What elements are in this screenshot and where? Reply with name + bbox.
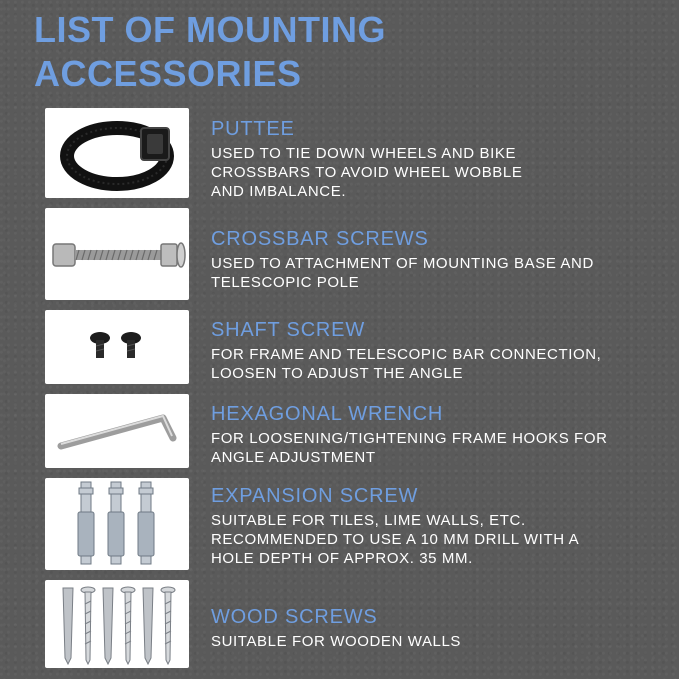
item-crossbar-screws — [211, 228, 671, 292]
puttee-strap-icon — [45, 108, 189, 198]
item-puttee — [211, 118, 671, 201]
item-title: PUTTEE — [211, 118, 295, 140]
item-title: WOOD SCREWS — [211, 606, 378, 628]
item-description: SUITABLE FOR TILES, LIME WALLS, ETC. RECOMMENDED TO USE A 10 MM DRILL WITH A HOLE DEPTH OF APPROX. 35 MM. — [211, 512, 580, 567]
item-title: HEXAGONAL WRENCH — [211, 403, 444, 425]
item-hexagonal-wrench — [211, 403, 671, 467]
item-description: FOR FRAME AND TELESCOPIC BAR CONNECTION, LOOSEN TO ADJUST THE ANGLE — [211, 346, 602, 382]
expansion-screw-icon — [45, 478, 189, 570]
item-expansion-screw — [211, 485, 671, 568]
item-description: USED TO ATTACHMENT OF MOUNTING BASE AND TELESCOPIC POLE — [211, 255, 594, 291]
wood-screws-icon — [45, 580, 189, 668]
item-shaft-screw — [211, 319, 671, 383]
item-title: SHAFT SCREW — [211, 319, 365, 341]
item-description: FOR LOOSENING/TIGHTENING FRAME HOOKS FOR ANGLE ADJUSTMENT — [211, 430, 608, 466]
item-description: USED TO TIE DOWN WHEELS AND BIKE CROSSBARS TO AVOID WHEEL WOBBLE AND IMBALANCE. — [211, 145, 523, 200]
item-title: CROSSBAR SCREWS — [211, 228, 429, 250]
page-title-line-1: LIST OF MOUNTING — [34, 9, 386, 50]
puttee-thumbnail — [45, 108, 189, 198]
hex-wrench-thumbnail — [45, 394, 189, 468]
item-wood-screws — [211, 606, 671, 651]
crossbar-screws-thumbnail — [45, 208, 189, 300]
page-title — [34, 8, 386, 96]
item-title: EXPANSION SCREW — [211, 485, 419, 507]
wood-screws-thumbnail — [45, 580, 189, 668]
item-description: SUITABLE FOR WOODEN WALLS — [211, 633, 462, 650]
expansion-screw-thumbnail — [45, 478, 189, 570]
hex-wrench-icon — [45, 394, 189, 468]
crossbar-screw-icon — [45, 208, 189, 300]
shaft-screw-thumbnail — [45, 310, 189, 384]
page-title-line-2: ACCESSORIES — [34, 53, 302, 94]
shaft-screw-icon — [45, 310, 189, 384]
